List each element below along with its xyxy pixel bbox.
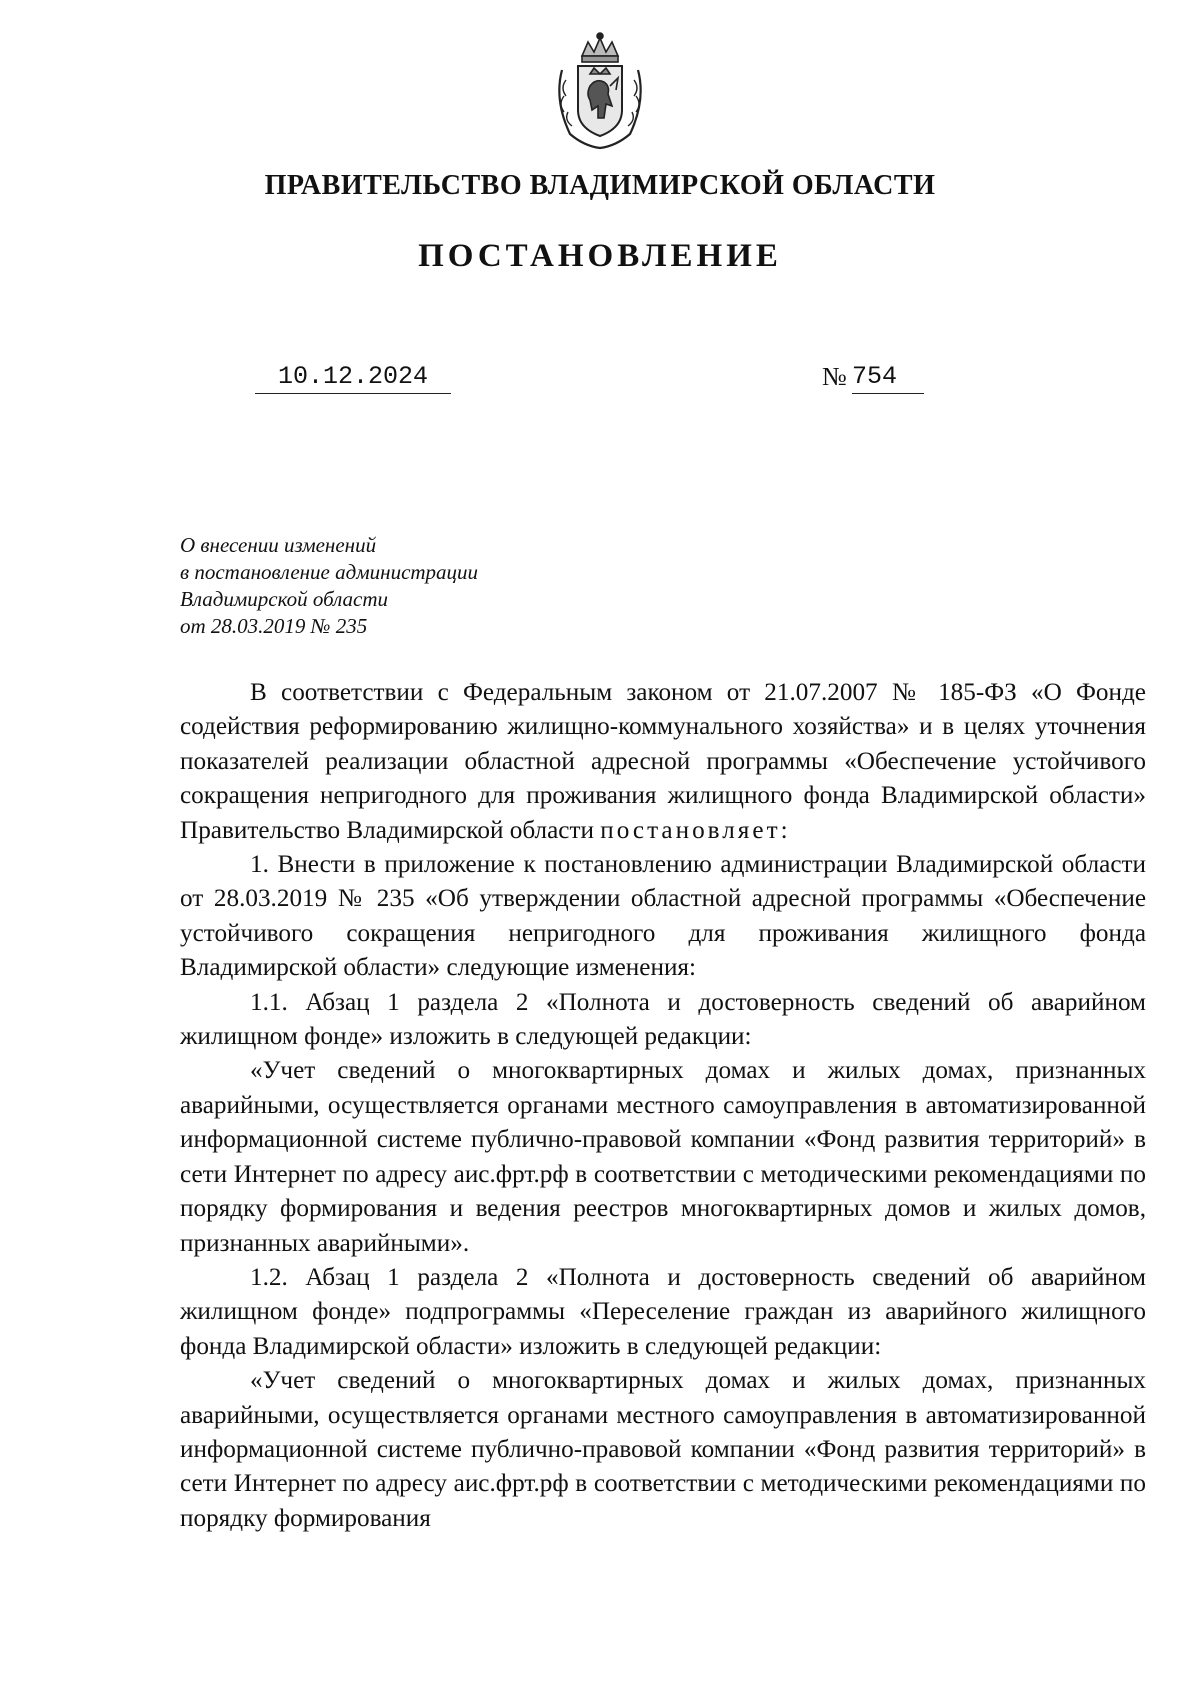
intro-text: В соответствии с Федеральным законом от 21.07.2007 № 185-ФЗ «О Фонде содействия реформированию жилищно-коммунального хозяйства» и в целях уточнения показателей реализации областной адресной программы «Обеспечение устойчивого сокращения непригодного для проживания жилищного фонда Владимирской области» Правительство Владимирской области <box>180 679 1146 844</box>
paragraph-1-2: 1.2. Абзац 1 раздела 2 «Полнота и достоверность сведений об аварийном жилищном фонде» подпрограммы «Переселение граждан из аварийного жилищного фонда Владимирской области» изложить в следующей редакции: <box>180 1263 1146 1360</box>
document-body <box>180 676 1146 1536</box>
government-title: ПРАВИТЕЛЬСТВО ВЛАДИМИРСКОЙ ОБЛАСТИ <box>264 170 936 201</box>
coat-of-arms-icon <box>540 30 660 150</box>
document-type: ПОСТАНОВЛЕНИЕ <box>418 238 782 274</box>
paragraph-1: 1. Внести в приложение к постановлению администрации Владимирской области от 28.03.2019 № 235 «Об утверждении областной адресной программы «Обеспечение устойчивого сокращения непригодного для проживания жилищного фонда Владимирской области» следующие изменения: <box>180 851 1146 982</box>
subject-line: в постановление администрации <box>180 560 479 584</box>
intro-paragraph <box>180 676 1146 848</box>
subject-line: О внесении изменений <box>180 533 377 557</box>
document-subject <box>180 532 478 640</box>
decree-word: постановляет: <box>600 816 791 844</box>
quote-1-1: «Учет сведений о многоквартирных домах и жилых домах, признанных аварийными, осуществляется органами местного самоуправления в автоматизированной информационной системе публично-правовой компании «Фонд развития территорий» в сети Интернет по адресу аис.фрт.рф в соответствии с методическими рекомендациями по порядку формирования и ведения реестров многоквартирных домов и жилых домов, признанных аварийными». <box>180 1057 1146 1257</box>
document-number: 754 <box>852 362 924 394</box>
number-sign: № <box>822 362 847 391</box>
paragraph-1-1: 1.1. Абзац 1 раздела 2 «Полнота и достоверность сведений об аварийном жилищном фонде» изложить в следующей редакции: <box>180 988 1146 1051</box>
subject-line: от 28.03.2019 № 235 <box>180 614 368 638</box>
document-date: 10.12.2024 <box>255 362 451 394</box>
quote-1-2: «Учет сведений о многоквартирных домах и жилых домах, признанных аварийными, осуществляется органами местного самоуправления в автоматизированной информационной системе публично-правовой компании «Фонд развития территорий» в сети Интернет по адресу аис.фрт.рф в соответствии с методическими рекомендациями по порядку формирования <box>180 1367 1146 1532</box>
subject-line: Владимирской области <box>180 587 389 611</box>
